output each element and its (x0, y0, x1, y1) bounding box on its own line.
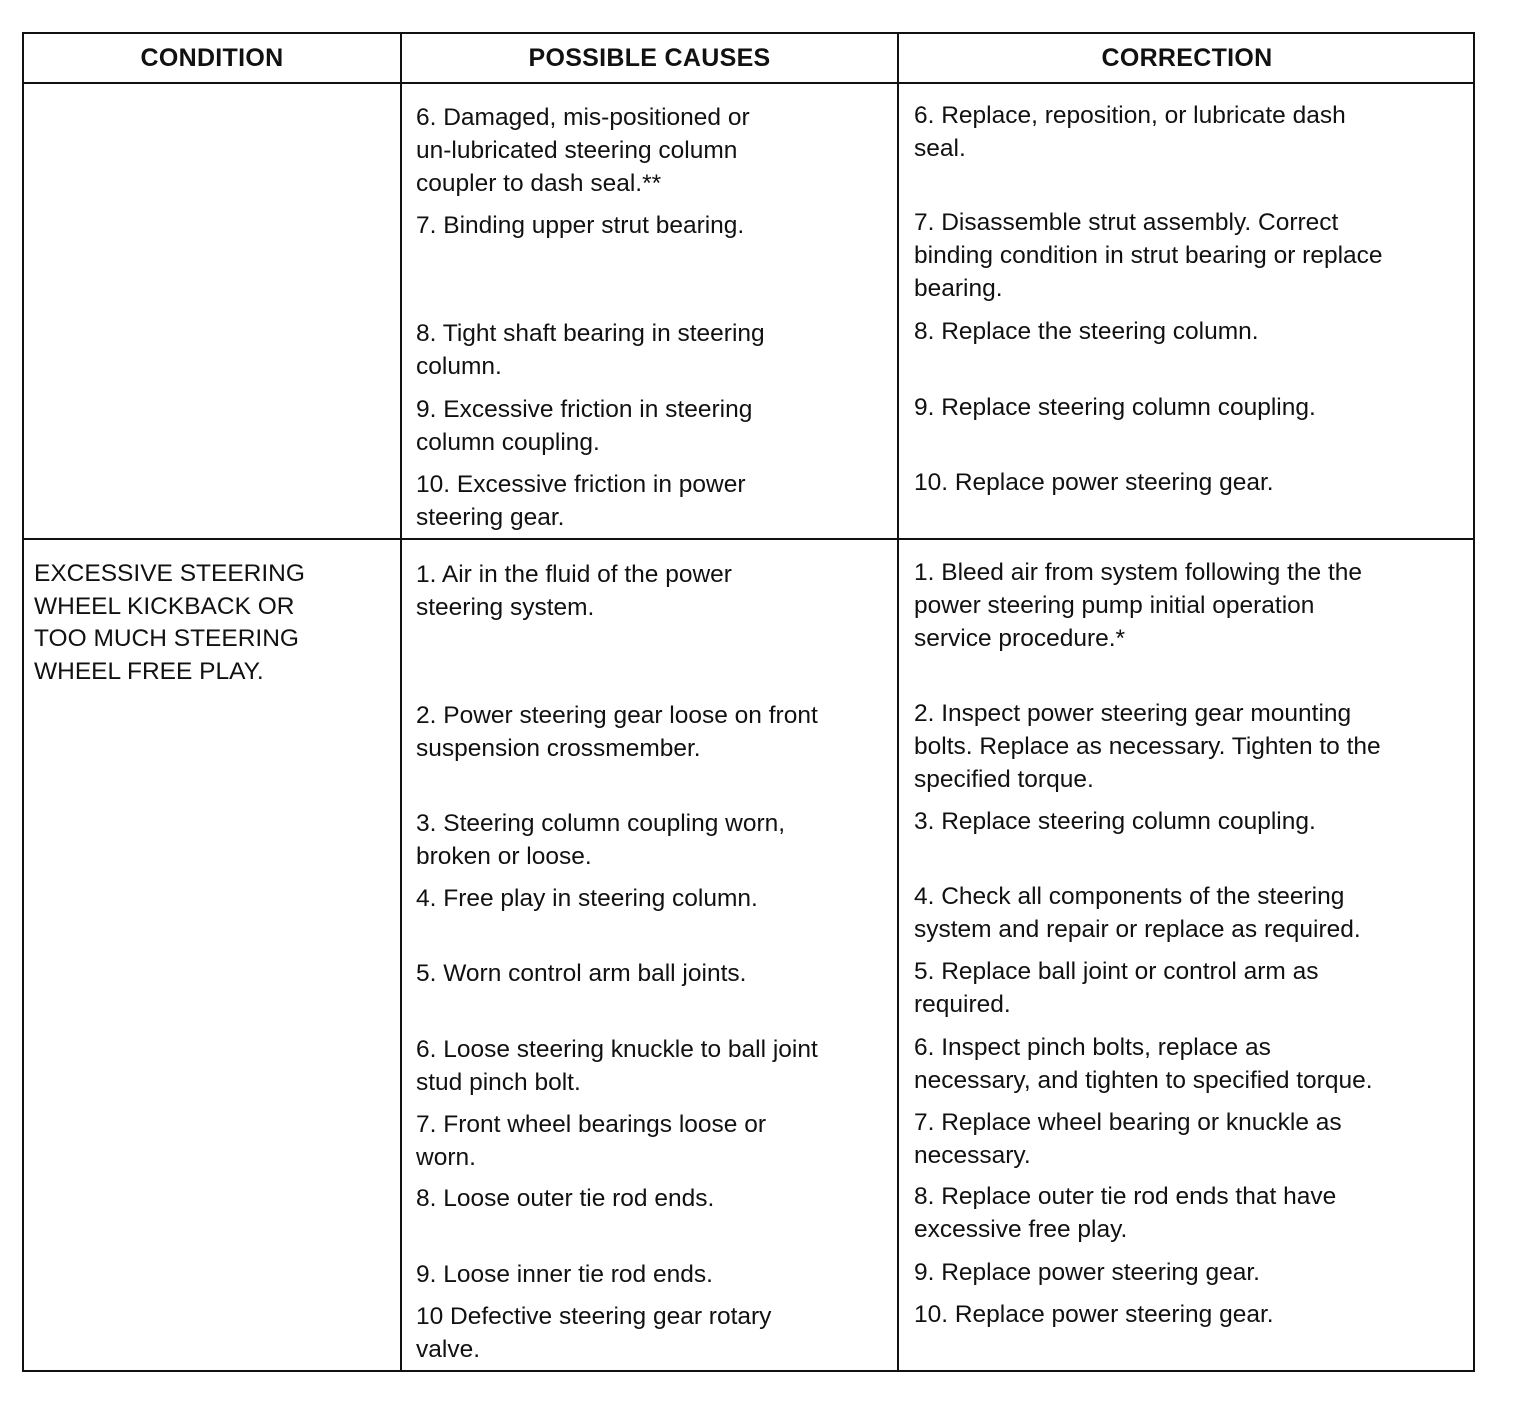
cause-cell: 3. Steering column coupling worn, broken or loose. (416, 810, 786, 870)
column-divider (400, 34, 402, 1370)
cause-cell: 8. Loose outer tie rod ends. (416, 1185, 715, 1212)
condition-cell: EXCESSIVE STEERING WHEEL KICKBACK OR TOO MUCH STEERING WHEEL FREE PLAY. (34, 560, 305, 685)
cause-cell: 9. Loose inner tie rod ends. (416, 1261, 713, 1288)
cause-cell: 10. Excessive friction in power steering gear. (416, 471, 746, 531)
cause-cell: 1. Air in the fluid of the power steering system. (416, 561, 732, 621)
cause-cell: 7. Front wheel bearings loose or worn. (416, 1111, 766, 1171)
correction-cell: 8. Replace the steering column. (914, 318, 1259, 345)
cause-cell: 9. Excessive friction in steering column coupling. (416, 396, 753, 456)
cause-cell: 8. Tight shaft bearing in steering column. (416, 320, 765, 380)
cause-cell: 7. Binding upper strut bearing. (416, 212, 745, 239)
correction-cell: 2. Inspect power steering gear mounting bolts. Replace as necessary. Tighten to the specified torque. (914, 700, 1381, 793)
cause-cell: 5. Worn control arm ball joints. (416, 960, 747, 987)
cause-cell: 4. Free play in steering column. (416, 885, 758, 912)
correction-cell: 6. Inspect pinch bolts, replace as necessary, and tighten to specified torque. (914, 1034, 1373, 1094)
correction-cell: 1. Bleed air from system following the the power steering pump initial operation service procedure.* (914, 559, 1363, 652)
correction-cell: 10. Replace power steering gear. (914, 1301, 1274, 1328)
correction-cell: 7. Replace wheel bearing or knuckle as necessary. (914, 1109, 1342, 1169)
correction-cell: 3. Replace steering column coupling. (914, 808, 1316, 835)
header-condition: CONDITION (140, 44, 284, 72)
correction-cell: 5. Replace ball joint or control arm as required. (914, 958, 1319, 1018)
diagnosis-table (22, 32, 1475, 1372)
correction-cell: 10. Replace power steering gear. (914, 469, 1274, 496)
row-group-divider (24, 538, 1473, 540)
header-correction: CORRECTION (1101, 44, 1273, 72)
header-possible-causes: POSSIBLE CAUSES (528, 44, 771, 72)
correction-cell: 8. Replace outer tie rod ends that have excessive free play. (914, 1183, 1337, 1243)
correction-cell: 4. Check all components of the steering system and repair or replace as required. (914, 883, 1361, 943)
cause-cell: 10 Defective steering gear rotary valve. (416, 1303, 772, 1363)
cause-cell: 6. Loose steering knuckle to ball joint stud pinch bolt. (416, 1036, 818, 1096)
cause-cell: 6. Damaged, mis-positioned or un-lubricated steering column coupler to dash seal.** (416, 104, 750, 197)
header-divider (24, 82, 1473, 84)
correction-cell: 9. Replace steering column coupling. (914, 394, 1316, 421)
correction-cell: 9. Replace power steering gear. (914, 1259, 1260, 1286)
column-divider (897, 34, 899, 1370)
correction-cell: 6. Replace, reposition, or lubricate dash seal. (914, 102, 1346, 162)
cause-cell: 2. Power steering gear loose on front suspension crossmember. (416, 702, 818, 762)
correction-cell: 7. Disassemble strut assembly. Correct binding condition in strut bearing or replace bearing. (914, 209, 1383, 302)
